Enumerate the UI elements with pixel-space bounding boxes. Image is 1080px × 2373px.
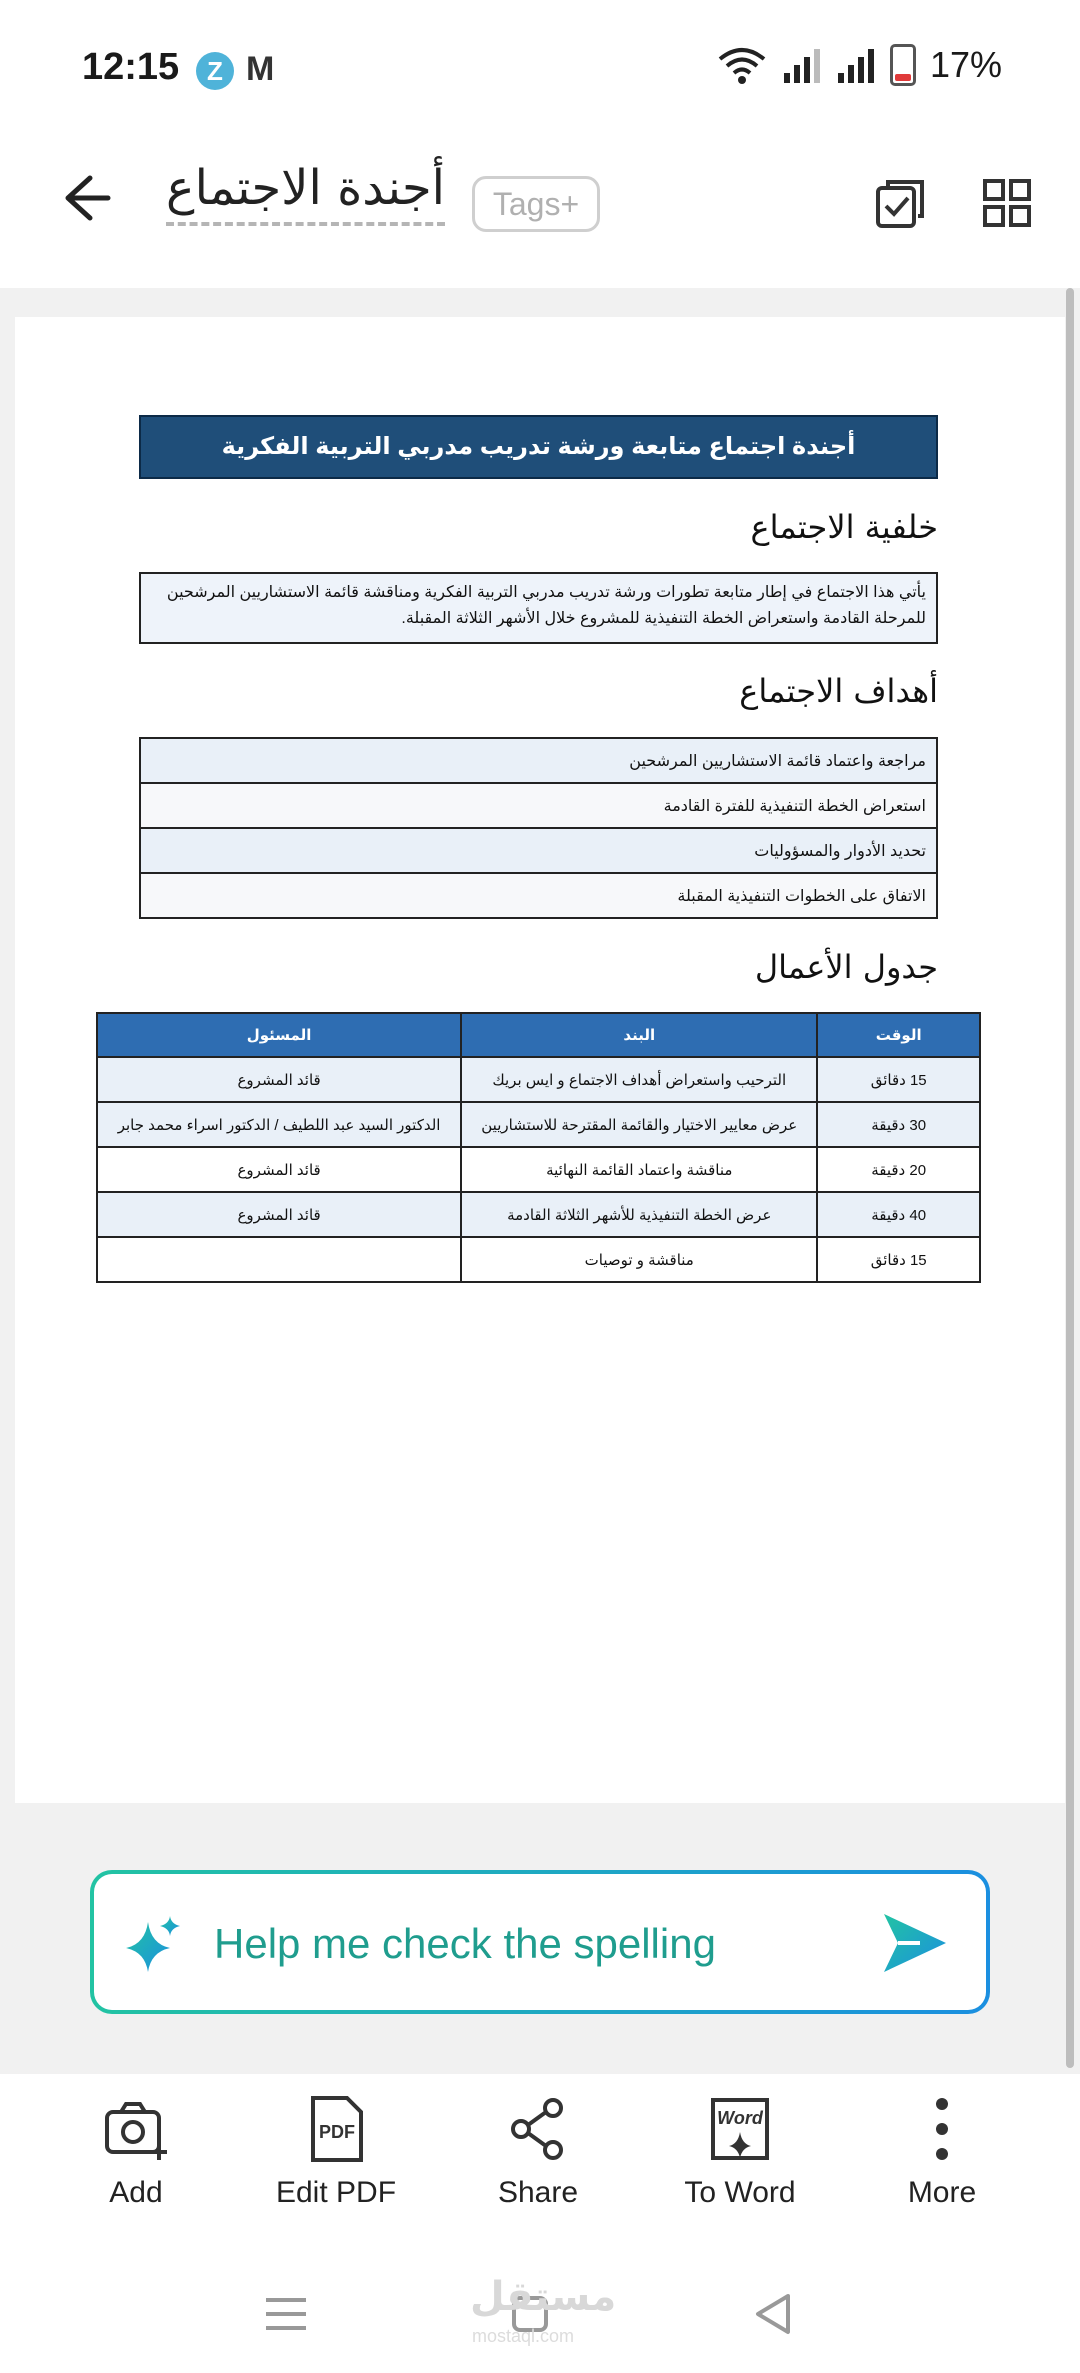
item-cell: مناقشة و توصيات — [461, 1237, 817, 1282]
send-icon[interactable] — [880, 1908, 950, 1978]
goals-title: أهداف الاجتماع — [739, 672, 938, 710]
item-cell: الترحيب واستعراض أهداف الاجتماع و ايس بريك — [461, 1057, 817, 1102]
goals-table — [139, 737, 938, 919]
table-row — [97, 1147, 980, 1192]
table-header-row — [97, 1013, 980, 1057]
status-indicators — [716, 44, 1002, 86]
signal-icon — [782, 45, 822, 85]
back-arrow-icon[interactable] — [56, 168, 116, 228]
more-vertical-icon — [907, 2094, 977, 2164]
owner-cell: قائد المشروع — [97, 1057, 461, 1102]
battery-percent: 17% — [929, 44, 1002, 85]
sparkle-icon — [124, 1914, 184, 1974]
battery-icon — [890, 44, 916, 86]
add-button[interactable] — [46, 2094, 226, 2210]
time-cell: 15 دقائق — [817, 1057, 980, 1102]
more-label: More — [907, 2176, 977, 2209]
to-word-button[interactable] — [650, 2094, 830, 2210]
owner-cell: قائد المشروع — [97, 1192, 461, 1237]
add-label: Add — [109, 2176, 163, 2209]
more-button[interactable] — [852, 2094, 1032, 2210]
share-button[interactable] — [448, 2094, 628, 2210]
pdf-icon — [301, 2094, 371, 2164]
header-item: البند — [461, 1013, 817, 1057]
goal-cell: مراجعة واعتماد قائمة الاستشاريين المرشحين — [140, 738, 937, 783]
table-row — [140, 828, 937, 873]
ai-prompt-inner — [94, 1874, 986, 2010]
share-icon — [503, 2094, 573, 2164]
goal-cell: تحديد الأدوار والمسؤوليات — [140, 828, 937, 873]
watermark: مستقل — [470, 2275, 617, 2319]
grid-icon[interactable] — [982, 178, 1032, 228]
time-cell: 30 دقيقة — [817, 1102, 980, 1147]
item-cell: عرض معايير الاختيار والقائمة المقترحة للاستشاريين — [461, 1102, 817, 1147]
bottom-toolbar — [0, 2074, 1080, 2254]
table-row — [97, 1192, 980, 1237]
system-nav-bar — [0, 2254, 1080, 2373]
tags-button[interactable]: Tags+ — [472, 176, 600, 232]
header-time: الوقت — [817, 1013, 980, 1057]
status-bar — [0, 0, 1080, 140]
time-cell: 40 دقيقة — [817, 1192, 980, 1237]
owner-cell: الدكتور السيد عبد اللطيف / الدكتور اسراء محمد جابر — [97, 1102, 461, 1147]
word-icon — [705, 2094, 775, 2164]
goal-cell: استعراض الخطة التنفيذية للفترة القادمة — [140, 783, 937, 828]
mail-app-icon: M — [246, 50, 275, 88]
notification-app-icon: Z — [196, 52, 234, 90]
camera-add-icon — [101, 2094, 171, 2164]
signal-icon-2 — [836, 45, 876, 85]
table-row — [97, 1102, 980, 1147]
to-word-label: To Word — [684, 2176, 796, 2209]
checkbox-icon[interactable] — [874, 178, 926, 230]
time-cell: 20 دقيقة — [817, 1147, 980, 1192]
share-label: Share — [497, 2176, 579, 2209]
svg-text:PDF: PDF — [319, 2122, 355, 2142]
table-row — [97, 1057, 980, 1102]
ai-prompt-text: Help me check the spelling — [214, 1920, 716, 1967]
wifi-icon — [716, 45, 768, 85]
background-text: يأتي هذا الاجتماع في إطار متابعة تطورات ورشة تدريب مدربي التربية الفكرية ومناقشة قائمة الاستشاريين المرشحين للمرحلة القادمة واستعراض الخطة التنفيذية للمشروع خلال الأشهر الثلاثة المقبلة. — [139, 572, 938, 644]
document-heading: أجندة اجتماع متابعة ورشة تدريب مدربي التربية الفكرية — [139, 415, 938, 479]
time-cell: 15 دقائق — [817, 1237, 980, 1282]
svg-text:Word: Word — [717, 2108, 763, 2128]
item-cell: مناقشة واعتماد القائمة النهائية — [461, 1147, 817, 1192]
table-row — [140, 783, 937, 828]
menu-icon[interactable] — [256, 2284, 316, 2344]
table-row — [140, 873, 937, 918]
watermark-url: mostaql.com — [472, 2326, 575, 2346]
status-time: 12:15 — [82, 46, 180, 88]
table-row — [97, 1237, 980, 1282]
goal-cell: الاتفاق على الخطوات التنفيذية المقبلة — [140, 873, 937, 918]
background-title: خلفية الاجتماع — [750, 508, 938, 546]
document-title[interactable]: أجندة الاجتماع — [166, 160, 445, 226]
edit-pdf-button[interactable] — [246, 2094, 426, 2210]
back-icon[interactable] — [744, 2284, 804, 2344]
owner-cell: قائد المشروع — [97, 1147, 461, 1192]
item-cell: عرض الخطة التنفيذية للأشهر الثلاثة القادمة — [461, 1192, 817, 1237]
edit-pdf-label: Edit PDF — [275, 2176, 397, 2209]
table-row — [140, 738, 937, 783]
agenda-title: جدول الأعمال — [754, 948, 938, 986]
owner-cell — [97, 1237, 461, 1282]
header — [0, 140, 1080, 288]
ai-prompt-box[interactable] — [90, 1870, 990, 2014]
scrollbar[interactable] — [1066, 288, 1074, 2068]
header-owner: المسئول — [97, 1013, 461, 1057]
agenda-table — [96, 1012, 981, 1283]
